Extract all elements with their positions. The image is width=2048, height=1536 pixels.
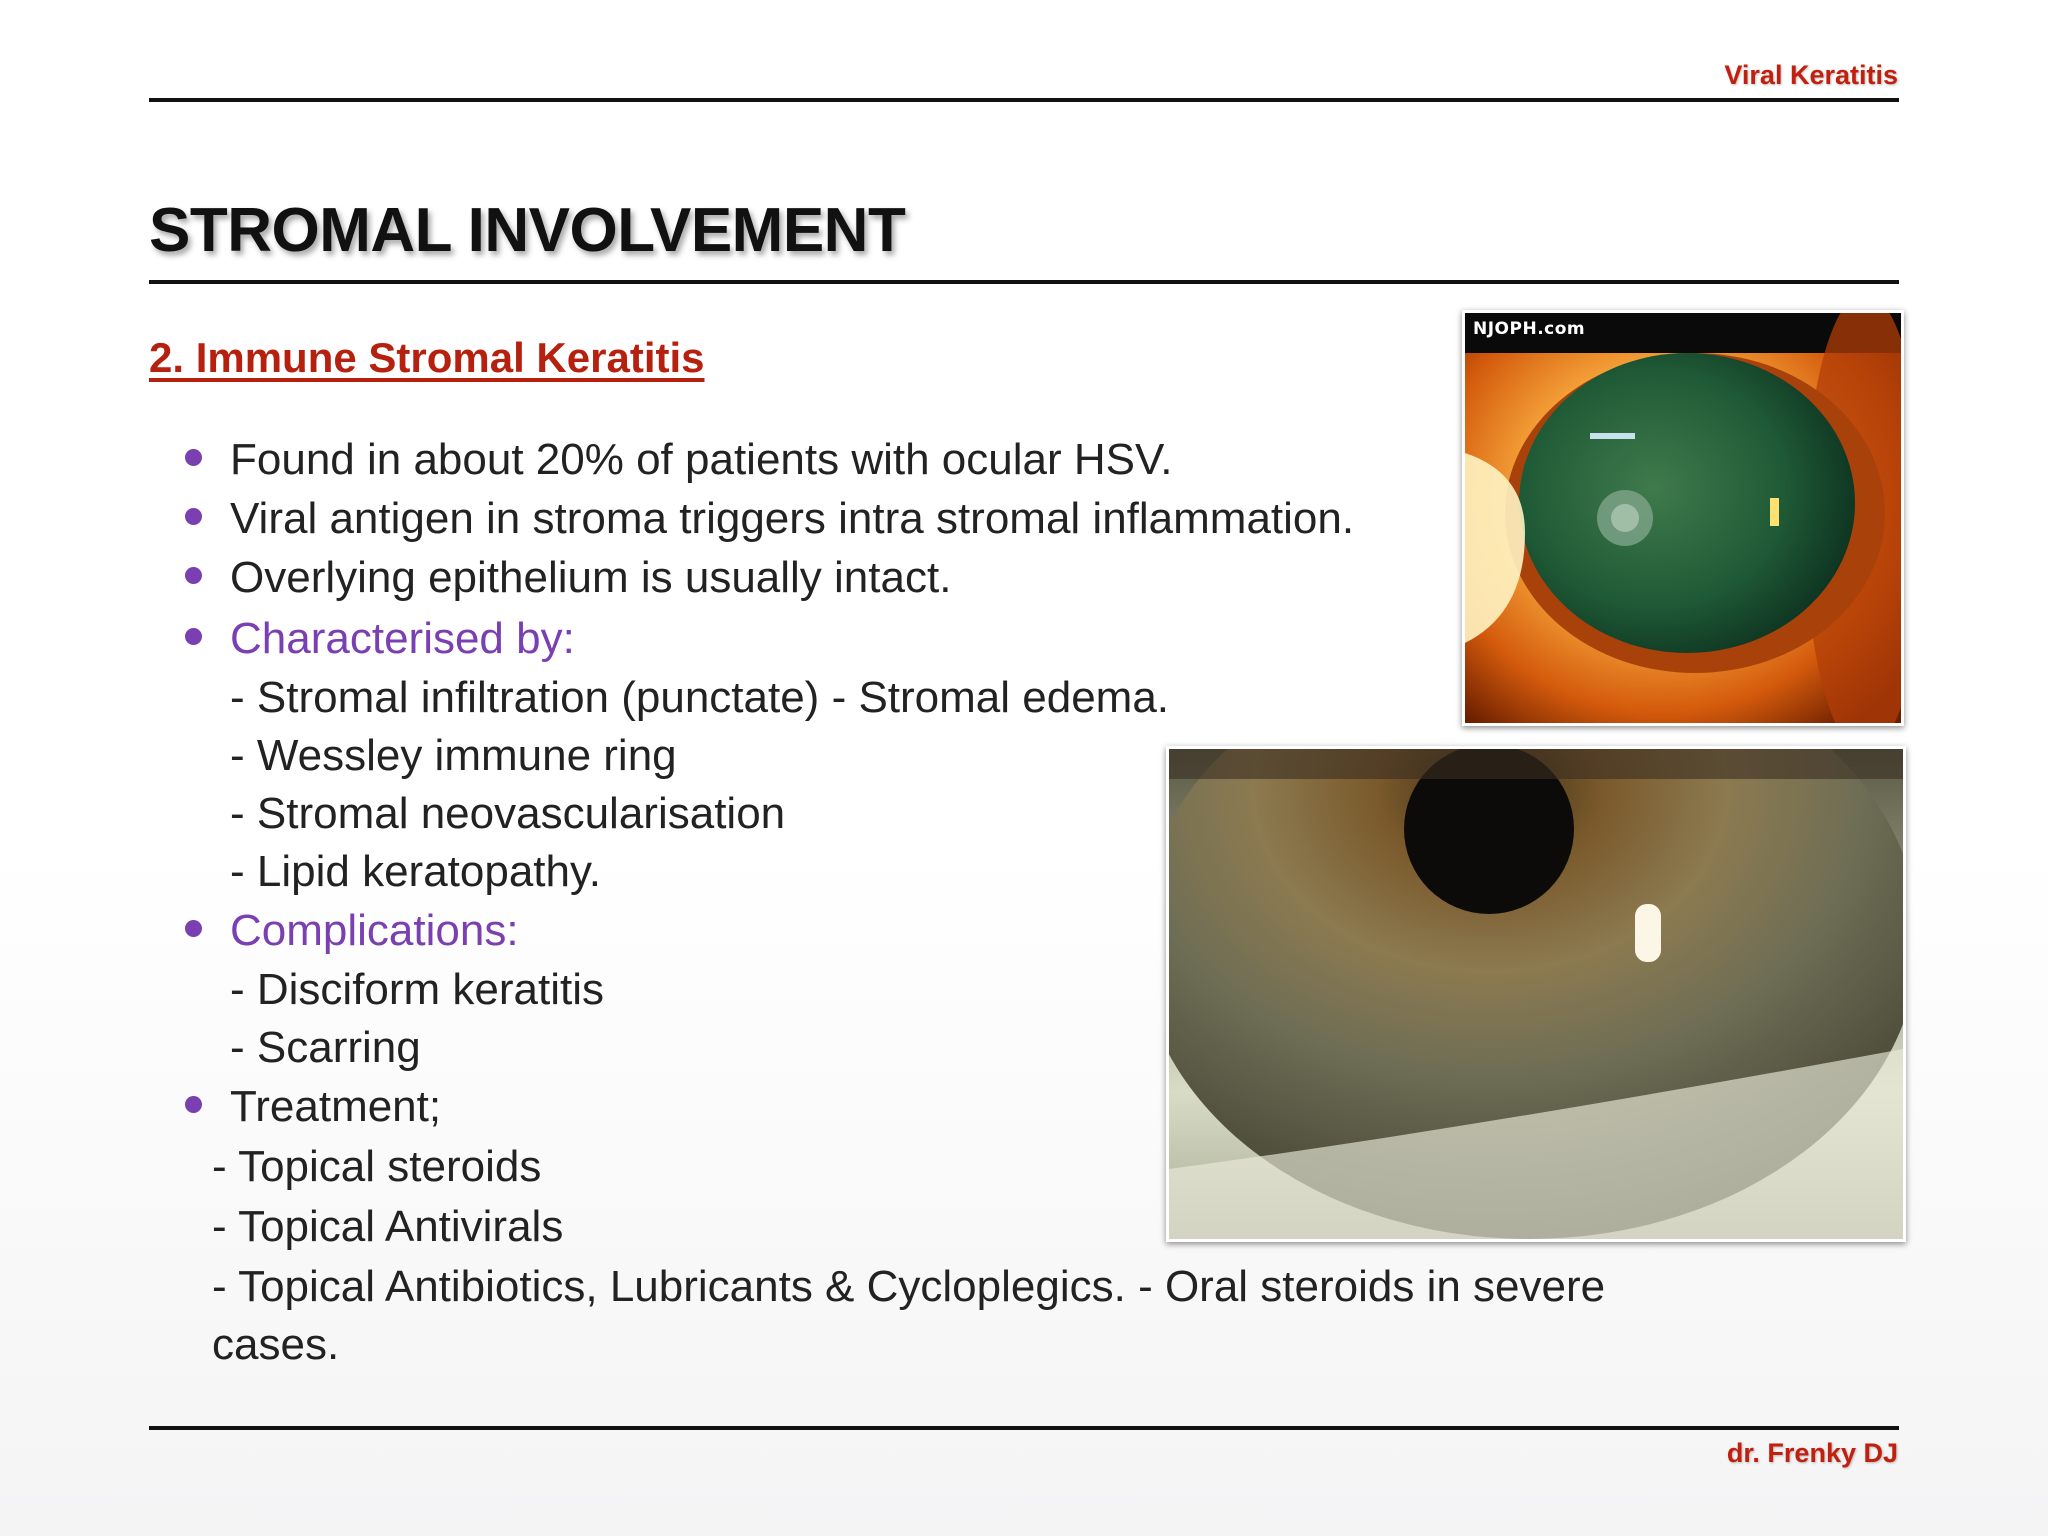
bullet-text: Overlying epithelium is usually intact. bbox=[230, 553, 952, 602]
treatment-label: Treatment; bbox=[230, 1082, 442, 1131]
footer-rule bbox=[149, 1426, 1899, 1430]
header-title: Viral Keratitis bbox=[1724, 60, 1898, 90]
eye-photo-closeup bbox=[1169, 749, 1903, 1239]
bullet-text: Viral antigen in stroma triggers intra stromal inflammation. bbox=[230, 494, 1355, 543]
treatment-item: - Topical Antibiotics, Lubricants & Cycloplegics. - Oral steroids in severe bbox=[212, 1262, 1606, 1311]
sub-item: - Lipid keratopathy. bbox=[230, 847, 601, 896]
bullet-dot bbox=[185, 449, 202, 466]
sub-item: - Stromal neovascularisation bbox=[230, 789, 786, 838]
characterised-label: Characterised by: bbox=[230, 614, 575, 663]
sub-item: - Disciform keratitis bbox=[230, 965, 605, 1014]
eye-photo-green bbox=[1465, 313, 1901, 723]
page-title: STROMAL INVOLVEMENT bbox=[149, 196, 906, 265]
bullet-dot bbox=[185, 920, 202, 937]
section-heading: 2. Immune Stromal Keratitis bbox=[149, 334, 705, 381]
treatment-item: - Topical Antivirals bbox=[212, 1202, 564, 1251]
sub-item: - Wessley immune ring bbox=[230, 731, 677, 780]
sub-item: - Stromal infiltration (punctate) - Stromal edema. bbox=[230, 673, 1170, 722]
bullet-dot bbox=[185, 567, 202, 584]
bullet-dot bbox=[185, 628, 202, 645]
eye-closeup-photo bbox=[1166, 746, 1906, 1242]
footer-author: dr. Frenky DJ bbox=[1726, 1438, 1898, 1468]
treatment-item: - Topical steroids bbox=[212, 1142, 542, 1191]
sub-item: - Scarring bbox=[230, 1023, 421, 1072]
title-rule bbox=[149, 280, 1899, 284]
bullet-text: Found in about 20% of patients with ocular HSV. bbox=[230, 435, 1173, 484]
header-rule bbox=[149, 98, 1899, 102]
photo-watermark: NJOPH.com bbox=[1473, 319, 1586, 339]
slit-lamp-photo bbox=[1462, 310, 1904, 726]
complications-label: Complications: bbox=[230, 906, 519, 955]
treatment-item: cases. bbox=[212, 1320, 340, 1369]
bullet-dot bbox=[185, 508, 202, 525]
bullet-dot bbox=[185, 1096, 202, 1113]
